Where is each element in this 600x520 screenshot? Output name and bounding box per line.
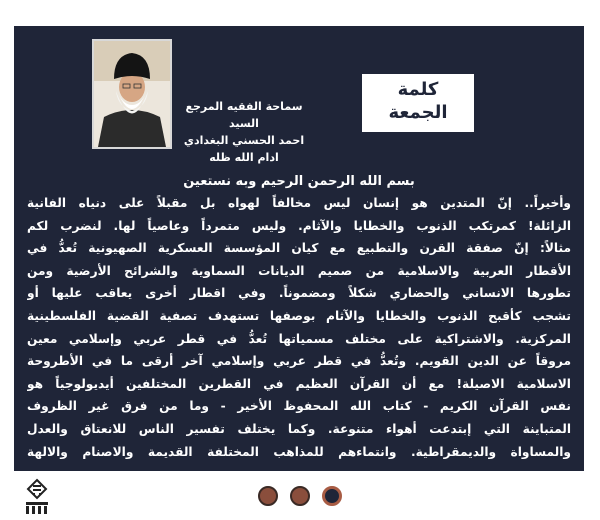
- portrait-image: [94, 41, 170, 147]
- body-line: الاسلامية الاصيلة! مع أن القرآن العظيم في القطرين المختلفين أيديولوجياً هو: [27, 376, 571, 391]
- body-line: نفس القرآن الكريم - كتاب الله المحفوظ الأخير - وما من فرق غير الظروف: [27, 399, 571, 414]
- site-logo-icon[interactable]: [24, 478, 50, 516]
- body-line: تشجب كأقبح الذنوب والخطايا والآثام بوصفها تستهدف تصفية القضية الفلسطينية: [27, 308, 571, 323]
- caption-line-2: احمد الحسني البغدادي: [183, 134, 305, 147]
- page-dot-3-active[interactable]: [322, 486, 342, 506]
- body-line: وأخيراً.. إنّ المتدين هو إنسان ليس مخالفاً لهواه بل مقبلاً على دنياه الفانية: [27, 196, 571, 210]
- pagination-dots: [258, 486, 348, 510]
- body-line: مثالاً: إنّ صفقة القرن والتطبيع مع كيان المؤسسة العسكرية الصهيونية تُعدُّ في: [27, 241, 571, 256]
- title-box: [362, 74, 474, 132]
- body-line: والمساواة والديمقراطية. وانتماءهم للمذاهب المختلفة القديمة والاصنام والالهة: [27, 444, 571, 459]
- caption-line-1: سماحة الفقيه المرجع السيد: [185, 100, 303, 130]
- scholar-caption: [179, 98, 309, 166]
- scholar-portrait: [92, 39, 172, 149]
- article-panel: [14, 26, 584, 471]
- caption-line-3: ادام الله ظله: [209, 151, 279, 164]
- page-dot-2[interactable]: [290, 486, 310, 506]
- body-line: مروقاً عن الدين القويم. وتُعدُّ في قطر عربي وإسلامي آخر أرقى ما في الأطروحة: [27, 354, 571, 369]
- title-line-2: الجمعة: [388, 102, 448, 123]
- body-line: الأقطار العربية والاسلامية من صميم الديانات السماوية والشرائح الأرضية ومن: [27, 263, 571, 278]
- page-dot-1[interactable]: [258, 486, 278, 506]
- logo-mark-icon: [24, 478, 50, 516]
- body-line: الزائلة! كمرتكب الذنوب والخطايا والآثام. وليس متمرداً وعاصياً لها. لنضرب لكم: [27, 218, 571, 233]
- article-body: [27, 192, 571, 464]
- body-line: المركزية. والاشتراكية على مختلف مسمياتها تُعدُّ في قطر عربي وإسلامي معين: [27, 331, 571, 346]
- body-line: تطورها الانساني والحضاري شكلاً ومضموناً. وفي اقطار أخرى يعاقب عليها أو: [27, 286, 571, 301]
- title-line-1: كلمة: [397, 79, 439, 100]
- basmala-heading: بسم الله الرحمن الرحيم وبه نستعين: [183, 174, 415, 189]
- body-line: المتباينة التي إبتدعت أهواء متنوعة. وكما يختلف تفسير الناس للانعتاق والعدل: [27, 421, 571, 436]
